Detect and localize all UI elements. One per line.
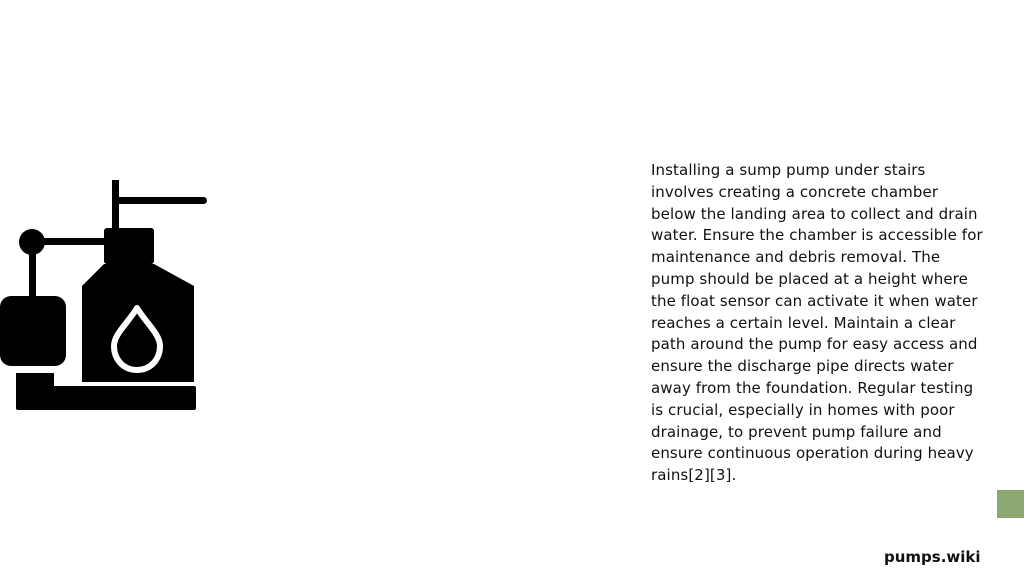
site-label[interactable]: pumps.wiki: [884, 548, 981, 566]
sump-pump-icon: [0, 180, 210, 412]
accent-square: [997, 490, 1024, 518]
description-text: Installing a sump pump under stairs involves creating a concrete chamber below the landing area to collect and drain water. Ensure the chamber is accessible for maintenance and debris removal. The pump should be placed at a height where the float sensor can activate it when water reaches a certain level. Maintain a clear path around the pump for easy access and ensure the discharge pipe directs water away from the foundation. Regular testing is crucial, especially in homes with poor drainage, to prevent pump failure and ensure continuous operation during heavy rains[2][3].: [651, 161, 983, 485]
